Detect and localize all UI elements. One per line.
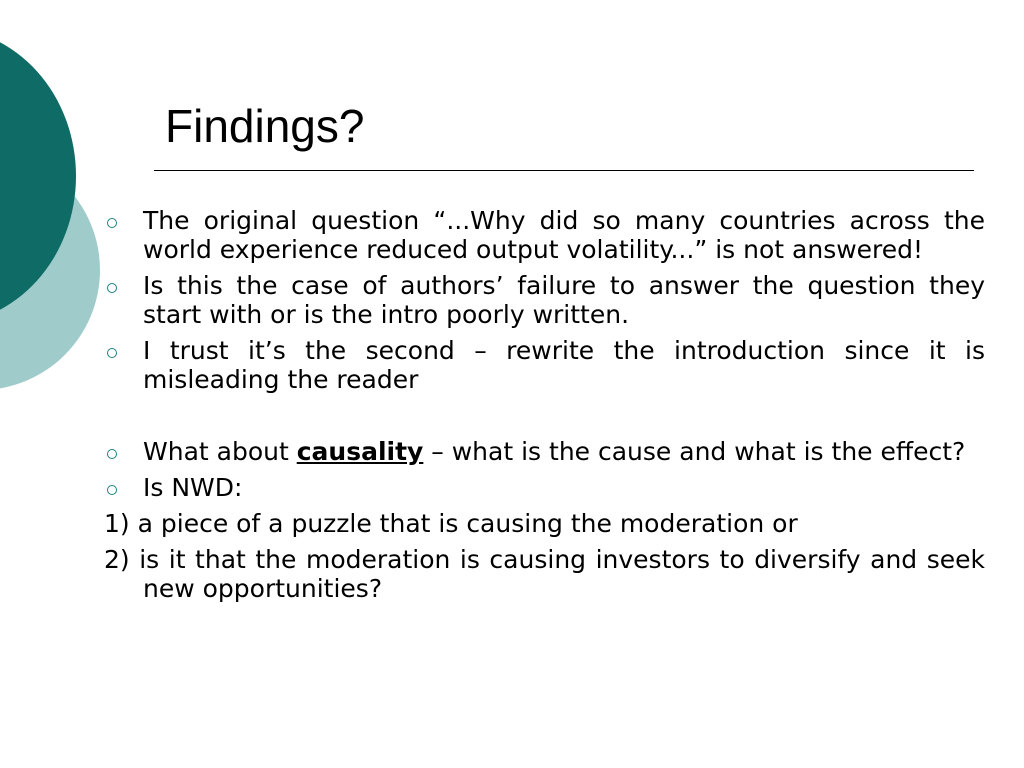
bullet-text: Is this the case of authors’ failure to answer the question they start with or is the intro poorly written. <box>143 271 985 329</box>
bullet-text-start: What about <box>143 437 297 466</box>
bullet-item <box>104 271 985 329</box>
bullet-item <box>104 206 985 264</box>
bullet-text-end: – what is the cause and what is the effect? <box>423 437 966 466</box>
bullet-item <box>104 473 985 502</box>
hollow-circle-bullet-icon <box>107 449 117 459</box>
causality-emphasis: causality <box>296 437 424 466</box>
hollow-circle-bullet-icon <box>107 218 117 228</box>
bullet-text: Is NWD: <box>143 473 243 502</box>
numbered-item: 1) a piece of a puzzle that is causing the moderation or <box>104 509 798 538</box>
bullet-item <box>104 336 985 394</box>
bullet-text: I trust it’s the second – rewrite the introduction since it is misleading the reader <box>143 336 985 394</box>
bullet-item <box>104 437 985 466</box>
hollow-circle-bullet-icon <box>107 348 117 358</box>
title-divider <box>154 170 974 171</box>
hollow-circle-bullet-icon <box>107 283 117 293</box>
bullet-text: The original question “...Why did so many countries across the world experience reduced output volatility...” is not answered! <box>143 206 985 264</box>
slide-title: Findings? <box>165 100 365 152</box>
numbered-item: 2) is it that the moderation is causing investors to diversify and seek new opportunities? <box>104 545 985 603</box>
hollow-circle-bullet-icon <box>107 485 117 495</box>
paragraph-gap <box>104 401 985 437</box>
slide-body <box>104 206 985 610</box>
